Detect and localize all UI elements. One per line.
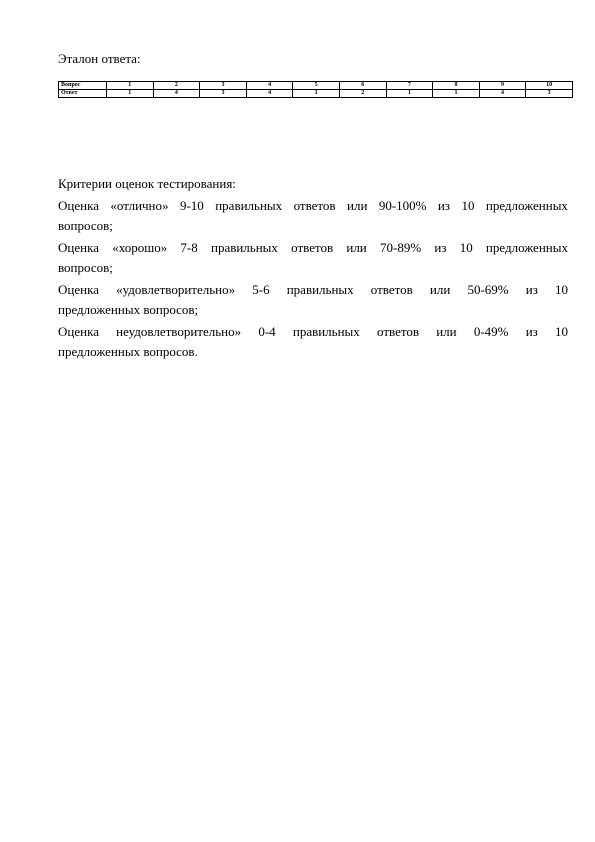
answer-key-heading: Эталон ответа: [58, 51, 141, 66]
word: 7-8 [180, 240, 198, 255]
word: правильных [215, 198, 283, 213]
criteria-line [58, 196, 568, 216]
word: или [436, 324, 457, 339]
word: правильных [286, 282, 354, 297]
answer-cell: 1 [433, 90, 480, 98]
answer-cell: 4 [246, 90, 293, 98]
question-number-cell: 1 [107, 82, 154, 90]
question-row [59, 82, 573, 90]
criteria-line-continued: предложенных вопросов. [58, 344, 198, 359]
word: ответов [291, 240, 334, 255]
question-number-cell: 6 [339, 82, 386, 90]
word: 0-4 [258, 324, 276, 339]
word: правильных [292, 324, 360, 339]
word: из [434, 240, 447, 255]
answer-cell: 2 [339, 90, 386, 98]
question-number-cell: 7 [386, 82, 433, 90]
question-number-cell: 10 [526, 82, 573, 90]
word: «хорошо» [112, 240, 168, 255]
word: или [347, 198, 368, 213]
grading-criteria [58, 174, 568, 364]
answer-cell: 1 [107, 90, 154, 98]
word: Оценка [58, 324, 99, 339]
word: «удовлетворительно» [116, 282, 236, 297]
answer-cell: 4 [153, 90, 200, 98]
criteria-line [58, 322, 568, 342]
answer-cell: 1 [386, 90, 433, 98]
answer-cell: 3 [526, 90, 573, 98]
word: ответов [293, 198, 336, 213]
question-number-cell: 9 [479, 82, 526, 90]
word: или [346, 240, 367, 255]
question-number-cell: 8 [433, 82, 480, 90]
criteria-title: Критерии оценок тестирования: [58, 176, 236, 191]
word: 9-10 [179, 198, 204, 213]
question-number-cell: 2 [153, 82, 200, 90]
word: ответов [370, 282, 413, 297]
word: или [429, 282, 451, 297]
criteria-item-satisfactory [58, 280, 568, 320]
word: ответов [377, 324, 419, 339]
criteria-line-continued: вопросов; [58, 218, 113, 233]
word: предложенных [485, 198, 568, 213]
word: 10 [459, 240, 473, 255]
row-label-question: Вопрос [59, 82, 107, 90]
word: неудовлетворительно» [116, 324, 242, 339]
question-number-cell: 5 [293, 82, 340, 90]
word: 10 [554, 282, 568, 297]
criteria-item-unsatisfactory [58, 322, 568, 362]
criteria-line [58, 238, 568, 258]
word: 5-6 [252, 282, 270, 297]
word: из [437, 198, 451, 213]
word: из [525, 324, 538, 339]
answer-cell: 3 [200, 90, 247, 98]
word: Оценка [58, 198, 99, 213]
word: из [525, 282, 538, 297]
word: предложенных [485, 240, 568, 255]
criteria-line [58, 280, 568, 300]
word: 90-100% [378, 198, 427, 213]
word: 70-89% [379, 240, 422, 255]
word: «отлично» [110, 198, 169, 213]
answer-key-table [58, 81, 573, 98]
word: 10 [461, 198, 475, 213]
answer-cell: 4 [479, 90, 526, 98]
criteria-line-continued: предложенных вопросов; [58, 302, 199, 317]
answer-row [59, 90, 573, 98]
question-number-cell: 3 [200, 82, 247, 90]
criteria-line-continued: вопросов; [58, 260, 113, 275]
row-label-answer: Ответ [59, 90, 107, 98]
answer-cell: 1 [293, 90, 340, 98]
word: Оценка [58, 240, 99, 255]
criteria-item-good [58, 238, 568, 278]
word: правильных [210, 240, 278, 255]
word: 50-69% [467, 282, 509, 297]
word: Оценка [58, 282, 99, 297]
word: 10 [554, 324, 568, 339]
question-number-cell: 4 [246, 82, 293, 90]
criteria-item-excellent [58, 196, 568, 236]
word: 0-49% [473, 324, 509, 339]
